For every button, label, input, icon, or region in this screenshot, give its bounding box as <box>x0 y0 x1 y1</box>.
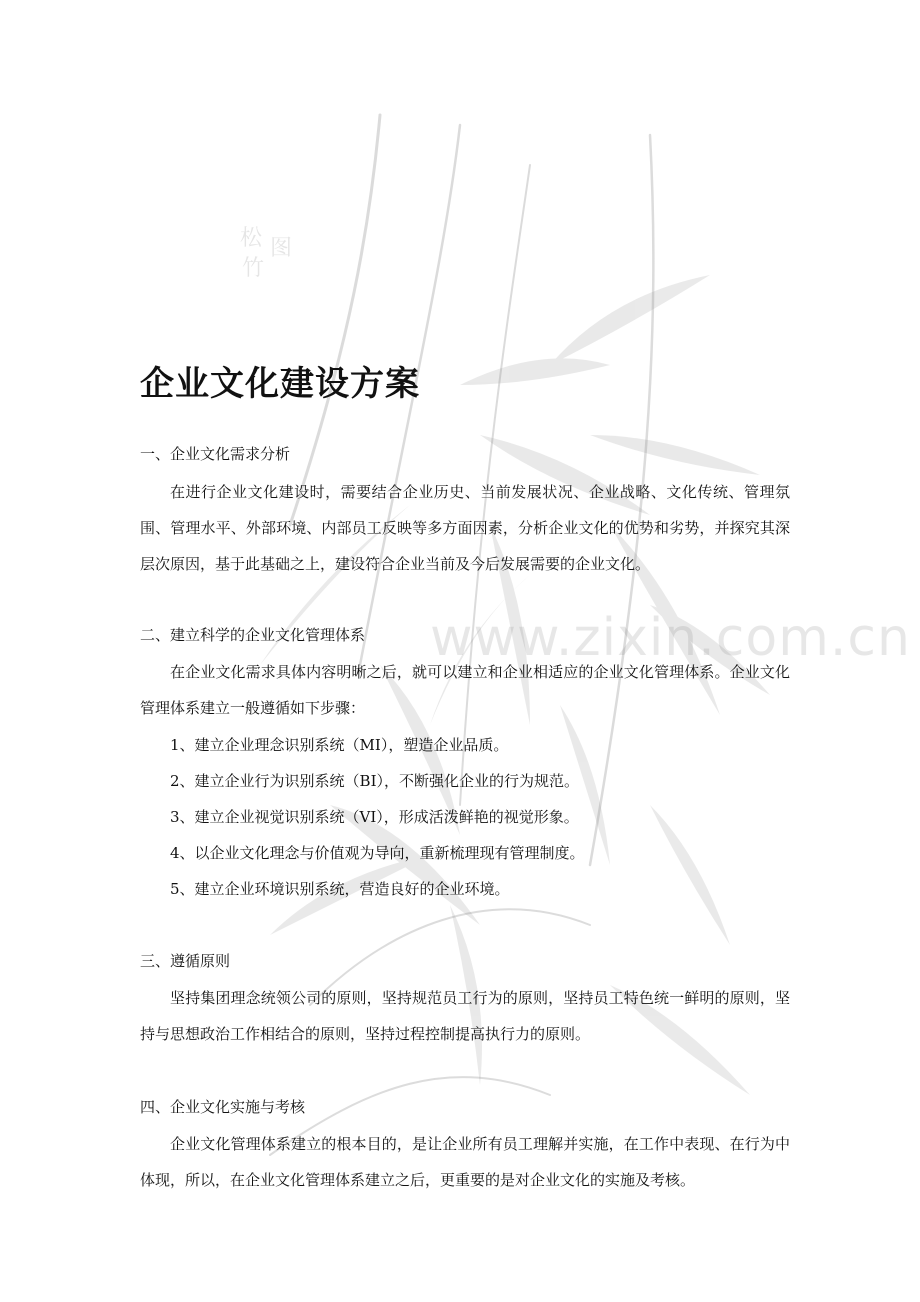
section-3-paragraph: 坚持集团理念统领公司的原则，坚持规范员工行为的原则，坚持员工特色统一鲜明的原则，坚持与思想政治工作相结合的原则，坚持过程控制提高执行力的原则。 <box>140 989 790 1043</box>
step-item-2: 2、建立企业行为识别系统（BI），不断强化企业的行为规范。 <box>170 772 579 790</box>
section-1-paragraph: 在进行企业文化建设时，需要结合企业历史、当前发展状况、企业战略、文化传统、管理氛围、管理水平、外部环境、内部员工反映等多方面因素，分析企业文化的优势和劣势，并探究其深层次原因，基于此基础之上，建设符合企业当前及今后发展需要的企业文化。 <box>140 483 790 573</box>
step-item-4: 4、以企业文化理念与价值观为导向，重新梳理现有管理制度。 <box>170 844 585 862</box>
section-4-paragraph: 企业文化管理体系建立的根本目的，是让企业所有员工理解并实施，在工作中表现、在行为中体现，所以，在企业文化管理体系建立之后，更重要的是对企业文化的实施及考核。 <box>140 1135 790 1189</box>
section-2-heading: 二、建立科学的企业文化管理体系 <box>140 626 366 644</box>
watermark-url: www.zixin.com.cn <box>430 608 911 668</box>
section-2-paragraph: 在企业文化需求具体内容明晰之后，就可以建立和企业相适应的企业文化管理体系。企业文化管理体系建立一般遵循如下步骤： <box>140 663 790 717</box>
step-item-5: 5、建立企业环境识别系统，营造良好的企业环境。 <box>170 880 510 898</box>
document-title: 企业文化建设方案 <box>140 364 420 404</box>
art-calligraphy-2: 竹 <box>242 256 265 281</box>
art-calligraphy-3: 图 <box>270 236 293 261</box>
section-3-heading: 三、遵循原则 <box>140 952 231 970</box>
art-calligraphy-1: 松 <box>240 226 263 251</box>
section-4-heading: 四、企业文化实施与考核 <box>140 1098 306 1116</box>
step-item-3: 3、建立企业视觉识别系统（VI），形成活泼鲜艳的视觉形象。 <box>170 808 579 826</box>
step-item-1: 1、建立企业理念识别系统（MI），塑造企业品质。 <box>170 736 509 754</box>
section-1-heading: 一、企业文化需求分析 <box>140 445 291 463</box>
